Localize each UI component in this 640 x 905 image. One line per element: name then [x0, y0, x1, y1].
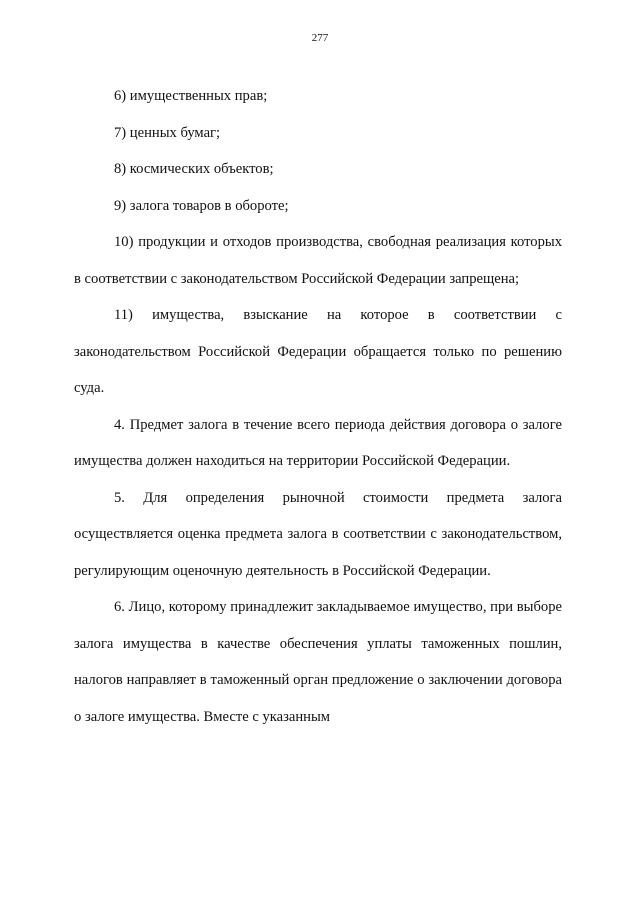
document-body — [74, 78, 562, 735]
paragraph-5-valuation: 5. Для определения рыночной стоимости предмета залога осуществляется оценка предмета залога в соответствии с законодательством, регулирующим оценочную деятельность в Российской Федерации. — [74, 489, 562, 579]
list-item-goods-in-circulation: 9) залога товаров в обороте; — [114, 197, 289, 214]
page-number: 277 — [311, 32, 329, 44]
list-item-space-objects: 8) космических объектов; — [114, 161, 274, 177]
paragraph-6-proposal: 6. Лицо, которому принадлежит закладываемое имущество, при выборе залога имущества в качестве обеспечения уплаты таможенных пошлин, налогов направляет в таможенный орган предложение о заключении договора о залоге имущества. Вместе с указанным — [74, 599, 562, 725]
list-item-property-rights: 6) имущественных прав; — [114, 88, 268, 104]
list-item-court-decision-property: 11) имущества, взыскание на которое в соответствии с законодательством Российской Федерации обращается только по решению суда. — [74, 307, 562, 396]
list-item-securities: 7) ценных бумаг; — [114, 124, 221, 141]
paragraph-4-territory: 4. Предмет залога в течение всего периода действия договора о залоге имущества должен находиться на территории Российской Федерации. — [74, 416, 562, 469]
list-item-production-waste: 10) продукции и отходов производства, свободная реализация которых в соответствии с законодательством Российской Федерации запрещена; — [74, 234, 562, 287]
